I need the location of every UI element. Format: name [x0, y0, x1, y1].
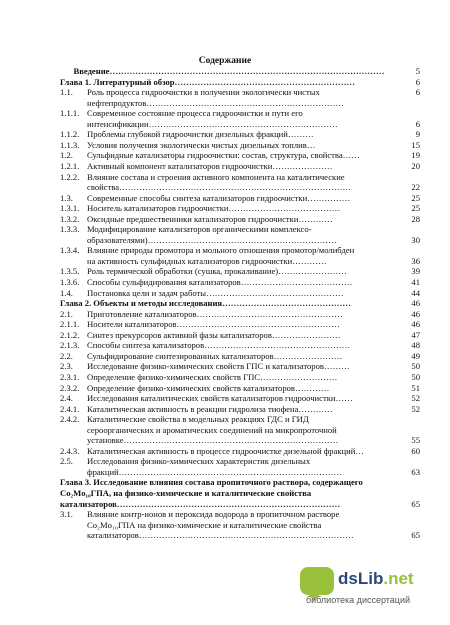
watermark-brand [338, 569, 414, 589]
toc-text: сероорганических и ароматических соединений на микропроточной [87, 424, 337, 435]
toc-text: Модифицирование катализаторов органическими комплексо- [87, 224, 312, 235]
toc-number: 2.1.3. [60, 340, 80, 351]
toc-number: 1.3.1. [60, 203, 80, 214]
toc-text: Каталитические свойства в модельных реакциях ГДС и ГИД [87, 414, 309, 425]
toc-page-number: 36 [411, 255, 420, 266]
toc-text: образователями)………………………………………………………… [87, 234, 337, 245]
toc-number: 1.2.1. [60, 160, 80, 171]
toc-text: Современное состояние процесса гидроочистки и пути его [87, 108, 303, 119]
toc-number: 1.3.5. [60, 266, 80, 277]
toc-number: 2.4.2. [60, 414, 80, 425]
toc-page-number: 6 [415, 118, 420, 129]
toc-page-number: 52 [411, 403, 420, 414]
toc-number: 1.1.1. [60, 108, 80, 119]
toc-text: Роль процесса гидроочистки в получении экологически чистых [87, 87, 320, 98]
toc-text: Влияние контр-ионов и пероксида водорода в пропиточном растворе [87, 509, 340, 520]
toc-number: 1.3.2. [60, 213, 80, 224]
toc-text: Современные способы синтеза катализаторов гидроочистки…………… [87, 192, 351, 203]
toc-number: 1.2.2. [60, 171, 80, 182]
toc-page-number: 48 [411, 340, 420, 351]
toc-number: 2.1.1. [60, 319, 80, 330]
toc-number: 2.4.3. [60, 445, 80, 456]
toc-number: 2.4. [60, 393, 73, 404]
toc-text: нефтепродуктов…………………………………………………………… [87, 97, 344, 108]
toc-text: Глава 3. Исследование влияния состава пропиточного раствора, содержащего [60, 477, 363, 488]
toc-text: Носители катализаторов………………………………………………… [87, 319, 340, 330]
toc-text: Исследования каталитических свойств катализаторов гидроочистки…… [87, 393, 353, 404]
page-title: Содержание [198, 56, 252, 66]
toc-text: Co₂Mo₁₀ГПА на физико-химические и каталитические свойства [87, 519, 322, 530]
toc-page-number: 65 [411, 498, 420, 509]
toc-page-number: 46 [411, 319, 420, 330]
toc-text: Определение физико-химических свойств катализаторов………… [87, 382, 330, 393]
toc-text: Исследование физико-химических свойств ГПС и катализаторов……… [87, 361, 350, 372]
toc-number: 2.2. [60, 350, 73, 361]
toc-page-number: 52 [411, 393, 420, 404]
speech-bubble-icon [300, 567, 334, 595]
toc-page-number: 44 [411, 287, 420, 298]
toc-text: Каталитическая активность в процессе гидроочистке дизельной фракций… [87, 445, 364, 456]
toc-number: 2.3. [60, 361, 73, 372]
toc-number: 2.3.1. [60, 371, 80, 382]
toc-text: Способы сульфидирования катализаторов………………………………… [87, 277, 353, 287]
toc-text: Влияние природы промотора и мольного отношения промотор/молибден [87, 245, 355, 256]
toc-text: Введение…………………………………………………………………………………… [73, 66, 385, 76]
watermark-subtitle: библиотека диссертаций [306, 595, 411, 605]
toc-text: Условия получения экологически чистых дизельных топлив… [87, 139, 316, 150]
toc-page-number: 63 [411, 466, 420, 477]
toc-page-number: 49 [411, 350, 420, 361]
watermark-brand-suffix: .net [383, 569, 414, 588]
toc-number: 2.5. [60, 456, 73, 467]
toc-text: Co₂Mo₁₀ГПА, на физико-химические и каталитические свойства [60, 488, 312, 498]
toc-text: Оксидные предшественники катализаторов гидроочистки………… [87, 213, 333, 224]
toc-number: 1.4. [60, 287, 73, 298]
toc-text: Синтез прекурсоров активной фазы катализаторов…………………… [87, 329, 341, 340]
toc-page-number: 6 [415, 87, 420, 98]
toc-text: Глава 2. Объекты и методы исследования……………………………………… [60, 298, 351, 309]
toc-page-number: 25 [411, 192, 420, 203]
watermark-brand-main: dsLib [338, 569, 384, 588]
toc-text: фракций…………………………………………………………………… [87, 466, 343, 477]
toc-number: 2.1.2. [60, 329, 80, 340]
toc-number: 1.3.3. [60, 224, 80, 235]
toc-text: катализаторов………………………………………………………………… [87, 530, 354, 541]
toc-text: катализаторов…………………………………………………………………… [60, 498, 341, 509]
toc-text: Проблемы глубокой гидроочистки дизельных фракций……… [87, 129, 314, 140]
toc-text: Определение физико-химических свойств ГПС……………………… [87, 371, 338, 382]
toc-page-number: 20 [411, 160, 420, 171]
toc-page-number: 39 [411, 266, 420, 277]
toc-page-number: 41 [411, 277, 420, 287]
toc-page-number: 15 [411, 139, 420, 150]
toc-page-number: 50 [411, 371, 420, 382]
toc-text: свойства……………………………………………………………………… [87, 182, 352, 193]
toc-text: Исследования физико-химических характеристик дизельных [87, 456, 311, 467]
toc-number: 1.2. [60, 150, 73, 161]
toc-page-number: 28 [411, 213, 420, 224]
toc-text: Сульфидирование синтезированных катализаторов…………………… [87, 350, 343, 361]
toc-page-number: 9 [415, 129, 420, 140]
dslib-watermark [300, 567, 440, 607]
toc-number: 1.3.6. [60, 277, 80, 287]
toc-page-number: 47 [411, 329, 420, 340]
toc-page-number: 51 [411, 382, 420, 393]
toc-page-number: 50 [411, 361, 420, 372]
toc-page-number: 19 [411, 150, 420, 161]
toc-text: Способы синтеза катализаторов…………………………………………… [87, 340, 351, 351]
toc-text: Сульфидные катализаторы гидроочистки: состав, структура, свойства…… [87, 150, 360, 161]
toc-page-number: 30 [411, 234, 420, 245]
toc-text: Глава 1. Литературный обзор……………………………………………………… [60, 76, 356, 87]
toc-page-number: 5 [415, 66, 420, 76]
toc-page-number: 22 [411, 182, 420, 193]
toc-page-number: 55 [411, 435, 420, 446]
toc-number: 1.1. [60, 87, 73, 98]
toc-page-number: 46 [411, 308, 420, 319]
toc-number: 1.3.4. [60, 245, 80, 256]
toc-page-number: 65 [411, 530, 420, 541]
toc-text: Приготовление катализаторов…………………………………………… [87, 308, 343, 319]
toc-text: на активность сульфидных катализаторов гидроочистки………… [87, 255, 327, 266]
toc-number: 2.4.1. [60, 403, 80, 414]
toc-text: Каталитическая активность в реакции гидролиза тиофена………… [87, 403, 333, 414]
toc-number: 1.1.3. [60, 139, 80, 150]
toc-text: Носитель катализаторов гидроочистки………………………………… [87, 203, 341, 214]
toc-page-number: 60 [411, 445, 420, 456]
toc-number: 1.3. [60, 192, 73, 203]
toc-page-number: 46 [411, 298, 420, 309]
toc-number: 1.1.2. [60, 129, 80, 140]
toc-number: 3.1. [60, 509, 73, 520]
toc-number: 2.1. [60, 308, 73, 319]
toc-page-number: 6 [415, 76, 420, 87]
toc-page-number: 25 [411, 203, 420, 214]
toc-text: Активный компонент катализаторов гидроочистки………………… [87, 160, 333, 171]
toc-text: Постановка цели и задач работы………………………………………… [87, 287, 344, 298]
toc-text: Роль термической обработки (сушка, прокаливание)…………………… [87, 266, 347, 277]
toc-number: 2.3.2. [60, 382, 80, 393]
toc-text: установке………………………………………………………………… [87, 435, 339, 446]
toc-text: Влияние состава и строения активного компонента на каталитические [87, 171, 345, 182]
toc-text: интенсификации………………………………………………………… [87, 118, 338, 129]
